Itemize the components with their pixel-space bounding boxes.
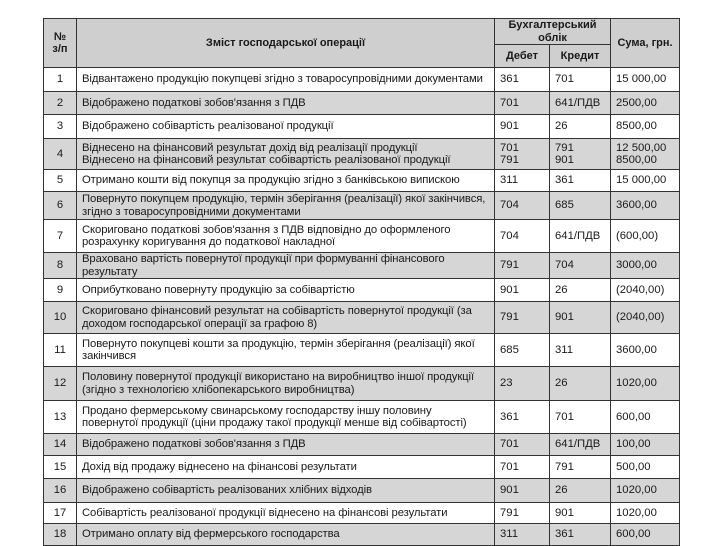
row-debit bbox=[495, 115, 550, 139]
row-content-text: Відображено собівартість реалізованої продукції bbox=[82, 120, 334, 133]
row-credit-text: 26 bbox=[555, 283, 568, 296]
row-sum bbox=[611, 253, 680, 279]
row-number-text: 9 bbox=[56, 283, 64, 296]
row-content bbox=[77, 302, 495, 334]
row-content bbox=[77, 115, 495, 139]
row-content bbox=[77, 434, 495, 456]
row-credit-text: 361 bbox=[555, 528, 574, 541]
row-number-text: 8 bbox=[56, 259, 64, 272]
row-credit-text: 641/ПДВ bbox=[555, 438, 601, 451]
row-debit bbox=[495, 367, 550, 401]
row-sum bbox=[611, 479, 680, 503]
row-number bbox=[44, 503, 77, 524]
row-number bbox=[44, 192, 77, 220]
row-content bbox=[77, 220, 495, 253]
row-content bbox=[77, 479, 495, 503]
row-number bbox=[44, 524, 77, 546]
row-credit-text: 311 bbox=[555, 343, 574, 356]
row-number bbox=[44, 68, 77, 92]
row-debit bbox=[495, 401, 550, 434]
row-content bbox=[77, 524, 495, 546]
row-sum bbox=[611, 503, 680, 524]
row-number-text: 18 bbox=[53, 528, 67, 541]
row-sum-text: 1020,00 bbox=[616, 377, 657, 390]
row-debit-text: 701 bbox=[500, 96, 519, 109]
row-content-text: Собівартість реалізованої продукції віднесено на фінансові результати bbox=[82, 506, 448, 519]
row-number-text: 1 bbox=[56, 73, 64, 86]
row-debit bbox=[495, 334, 550, 367]
row-debit bbox=[495, 524, 550, 546]
header-content: Зміст господарської операції bbox=[77, 19, 495, 68]
row-debit-text: 791 bbox=[500, 259, 519, 272]
table-row bbox=[44, 68, 680, 92]
table-row bbox=[44, 192, 680, 220]
row-sum-text: 100,00 bbox=[616, 438, 651, 451]
row-sum bbox=[611, 367, 680, 401]
row-credit-text: 685 bbox=[555, 199, 574, 212]
row-sum-text: (600,00) bbox=[616, 229, 659, 242]
row-sum bbox=[611, 92, 680, 115]
row-sum bbox=[611, 434, 680, 456]
row-debit-text: 901 bbox=[500, 120, 519, 133]
row-number-text: 12 bbox=[53, 377, 67, 390]
row-debit bbox=[495, 170, 550, 192]
row-credit-text: 641/ПДВ bbox=[555, 96, 601, 109]
row-number bbox=[44, 170, 77, 192]
row-sum bbox=[611, 68, 680, 92]
row-debit bbox=[495, 139, 550, 170]
row-number-text: 15 bbox=[53, 460, 67, 473]
table-row bbox=[44, 279, 680, 302]
row-content bbox=[77, 456, 495, 479]
row-number bbox=[44, 479, 77, 503]
row-content-text: Дохід від продажу віднесено на фінансові результати bbox=[82, 460, 357, 473]
row-credit-text: 791 bbox=[555, 460, 574, 473]
row-debit bbox=[495, 220, 550, 253]
row-content-text: Скориговано фінансовий результат на собівартість повернутої продукції (за доходом господарської операції за графою 8) bbox=[82, 305, 472, 330]
table-row bbox=[44, 434, 680, 456]
header-accounting: Бухгалтерський облік bbox=[495, 19, 611, 45]
row-content bbox=[77, 279, 495, 302]
header-debit: Дебет bbox=[495, 45, 550, 68]
row-sum-text: 15 000,00 bbox=[616, 174, 667, 187]
table-row bbox=[44, 456, 680, 479]
row-credit-text: 791 bbox=[555, 141, 574, 154]
row-credit bbox=[550, 279, 611, 302]
row-sum-text: (2040,00) bbox=[616, 283, 665, 296]
table-row bbox=[44, 253, 680, 279]
row-content bbox=[77, 92, 495, 115]
row-content-text: Скориговано податкові зобов'язання з ПДВ відповідно до оформленого розрахунку коригування до податкової накладної bbox=[82, 223, 451, 248]
row-sum bbox=[611, 401, 680, 434]
row-credit bbox=[550, 479, 611, 503]
row-debit-text: 791 bbox=[500, 506, 519, 519]
row-credit bbox=[550, 401, 611, 434]
table-row bbox=[44, 170, 680, 192]
row-sum-text: 12 500,00 bbox=[616, 141, 667, 154]
row-credit bbox=[550, 115, 611, 139]
row-content-text: Половину повернутої продукції використано на виробництво іншої продукції (згідно з технологією хлібопекарського виробництва) bbox=[82, 371, 475, 396]
row-sum-text: 500,00 bbox=[616, 460, 651, 473]
row-credit bbox=[550, 220, 611, 253]
row-sum-text: 600,00 bbox=[616, 528, 651, 541]
table-row bbox=[44, 367, 680, 401]
row-credit-text: 901 bbox=[555, 506, 574, 519]
row-number-text: 4 bbox=[56, 147, 64, 160]
row-debit bbox=[495, 192, 550, 220]
row-content-text-2: Віднесено на фінансовий результат собівартість реалізованої продукції bbox=[82, 154, 451, 166]
row-content-text: Враховано вартість повернутої продукції при формуванні фінансового результату bbox=[82, 253, 445, 278]
row-content-text: Відвантажено продукцію покупцеві згідно з товаросупровідними документами bbox=[82, 73, 483, 86]
row-debit-text: 791 bbox=[500, 311, 519, 324]
row-sum bbox=[611, 456, 680, 479]
row-sum bbox=[611, 192, 680, 220]
row-debit bbox=[495, 434, 550, 456]
row-credit-text: 26 bbox=[555, 120, 568, 133]
row-sum bbox=[611, 170, 680, 192]
row-debit-text: 685 bbox=[500, 343, 519, 356]
table-row bbox=[44, 92, 680, 115]
row-credit-text: 901 bbox=[555, 311, 574, 324]
row-sum bbox=[611, 220, 680, 253]
row-debit-text: 701 bbox=[500, 460, 519, 473]
table-row bbox=[44, 220, 680, 253]
row-debit-text: 311 bbox=[500, 528, 519, 541]
row-credit-text: 701 bbox=[555, 73, 574, 86]
row-number bbox=[44, 401, 77, 434]
row-sum-text: 3600,00 bbox=[616, 343, 657, 356]
row-debit-text: 361 bbox=[500, 410, 519, 423]
row-content bbox=[77, 503, 495, 524]
row-debit bbox=[495, 456, 550, 479]
row-content bbox=[77, 139, 495, 170]
row-content-text: Відображено податкові зобов'язання з ПДВ bbox=[82, 438, 306, 451]
row-debit-text: 23 bbox=[500, 377, 513, 390]
row-number bbox=[44, 253, 77, 279]
row-credit-text: 26 bbox=[555, 377, 568, 390]
table-body bbox=[44, 68, 680, 546]
row-number bbox=[44, 334, 77, 367]
row-sum bbox=[611, 334, 680, 367]
row-sum bbox=[611, 302, 680, 334]
row-content bbox=[77, 170, 495, 192]
row-credit bbox=[550, 192, 611, 220]
row-content bbox=[77, 401, 495, 434]
row-debit-text: 704 bbox=[500, 199, 519, 212]
row-debit-text-2: 791 bbox=[500, 154, 519, 166]
row-credit bbox=[550, 68, 611, 92]
row-debit bbox=[495, 68, 550, 92]
row-debit-text: 311 bbox=[500, 174, 519, 187]
row-sum bbox=[611, 139, 680, 170]
row-debit bbox=[495, 302, 550, 334]
row-number-text: 16 bbox=[53, 484, 67, 497]
row-number bbox=[44, 279, 77, 302]
row-credit bbox=[550, 139, 611, 170]
row-debit bbox=[495, 253, 550, 279]
row-number bbox=[44, 456, 77, 479]
table-row bbox=[44, 302, 680, 334]
row-sum-text: (2040,00) bbox=[616, 311, 665, 324]
row-credit-text: 361 bbox=[555, 174, 574, 187]
table-row bbox=[44, 479, 680, 503]
row-number bbox=[44, 434, 77, 456]
row-credit bbox=[550, 302, 611, 334]
row-number bbox=[44, 92, 77, 115]
row-debit bbox=[495, 92, 550, 115]
row-number bbox=[44, 302, 77, 334]
header-credit: Кредит bbox=[550, 45, 611, 68]
row-content bbox=[77, 253, 495, 279]
row-credit-text: 701 bbox=[555, 410, 574, 423]
row-sum-text-2: 8500,00 bbox=[616, 154, 657, 166]
row-debit bbox=[495, 479, 550, 503]
row-credit bbox=[550, 170, 611, 192]
row-credit bbox=[550, 503, 611, 524]
row-number-text: 13 bbox=[53, 410, 67, 423]
row-sum-text: 15 000,00 bbox=[616, 73, 667, 86]
row-debit-text: 901 bbox=[500, 484, 519, 497]
row-credit bbox=[550, 334, 611, 367]
row-content-text: Повернуто покупцеві кошти за продукцію, термін зберігання (реалізації) якої закінчився bbox=[82, 337, 475, 362]
row-sum bbox=[611, 524, 680, 546]
row-number bbox=[44, 115, 77, 139]
row-credit bbox=[550, 92, 611, 115]
row-content-text: Отримано оплату від фермерського господарства bbox=[82, 528, 340, 541]
row-number-text: 3 bbox=[56, 120, 64, 133]
table-row bbox=[44, 115, 680, 139]
table-row bbox=[44, 503, 680, 524]
table-row bbox=[44, 139, 680, 170]
row-sum bbox=[611, 115, 680, 139]
row-credit bbox=[550, 434, 611, 456]
row-number bbox=[44, 220, 77, 253]
row-debit bbox=[495, 503, 550, 524]
row-debit bbox=[495, 279, 550, 302]
row-number-text: 2 bbox=[56, 96, 64, 109]
row-debit-text: 901 bbox=[500, 283, 519, 296]
row-content-text: Повернуто покупцем продукцію, термін зберігання (реалізації) якої закінчився, згідно з товаросупровідними документами bbox=[82, 193, 486, 218]
row-number-text: 10 bbox=[53, 311, 67, 324]
row-sum-text: 600,00 bbox=[616, 410, 651, 423]
row-sum bbox=[611, 279, 680, 302]
row-sum-text: 1020,00 bbox=[616, 484, 657, 497]
row-number-text: 5 bbox=[56, 174, 64, 187]
row-credit bbox=[550, 456, 611, 479]
row-content-text: Відображено податкові зобов'язання з ПДВ bbox=[82, 96, 306, 109]
row-content-text: Віднесено на фінансовий результат дохід від реалізації продукції bbox=[82, 141, 418, 154]
accounting-table bbox=[43, 18, 680, 546]
row-content bbox=[77, 334, 495, 367]
row-debit-text: 701 bbox=[500, 141, 519, 154]
row-debit-text: 701 bbox=[500, 438, 519, 451]
row-sum-text: 3600,00 bbox=[616, 199, 657, 212]
row-credit-text: 26 bbox=[555, 484, 568, 497]
table-row bbox=[44, 524, 680, 546]
row-content bbox=[77, 367, 495, 401]
row-credit bbox=[550, 253, 611, 279]
accounting-table-container bbox=[43, 18, 679, 541]
row-debit-text: 704 bbox=[500, 229, 519, 242]
header-num: № з/п bbox=[44, 19, 77, 68]
table-row bbox=[44, 401, 680, 434]
row-number-text: 6 bbox=[56, 199, 64, 212]
row-content-text: Відображено собівартість реалізованих хлібних відходів bbox=[82, 484, 372, 497]
row-sum-text: 8500,00 bbox=[616, 120, 657, 133]
row-number-text: 14 bbox=[53, 438, 67, 451]
row-number-text: 17 bbox=[53, 506, 67, 519]
row-content-text: Продано фермерському свинарському господарству іншу половину повернутої продукції (ціни продажу такої продукції менше від собівартості) bbox=[82, 404, 467, 429]
row-content-text: Отримано кошти від покупця за продукцію згідно з банківською випискою bbox=[82, 174, 460, 187]
row-number bbox=[44, 139, 77, 170]
row-content bbox=[77, 68, 495, 92]
header-sum: Сума, грн. bbox=[611, 19, 680, 68]
row-content bbox=[77, 192, 495, 220]
row-credit-text-2: 901 bbox=[555, 154, 574, 166]
row-credit bbox=[550, 524, 611, 546]
row-credit bbox=[550, 367, 611, 401]
row-credit-text: 641/ПДВ bbox=[555, 229, 601, 242]
row-sum-text: 2500,00 bbox=[616, 96, 657, 109]
table-row bbox=[44, 334, 680, 367]
row-number-text: 11 bbox=[54, 343, 66, 356]
row-number-text: 7 bbox=[56, 229, 64, 242]
row-debit-text: 361 bbox=[500, 73, 519, 86]
row-sum-text: 3000,00 bbox=[616, 259, 657, 272]
row-content-text: Оприбутковано повернуту продукцію за собівартістю bbox=[82, 283, 355, 296]
row-credit-text: 704 bbox=[555, 259, 574, 272]
row-sum-text: 1020,00 bbox=[616, 506, 657, 519]
row-number bbox=[44, 367, 77, 401]
